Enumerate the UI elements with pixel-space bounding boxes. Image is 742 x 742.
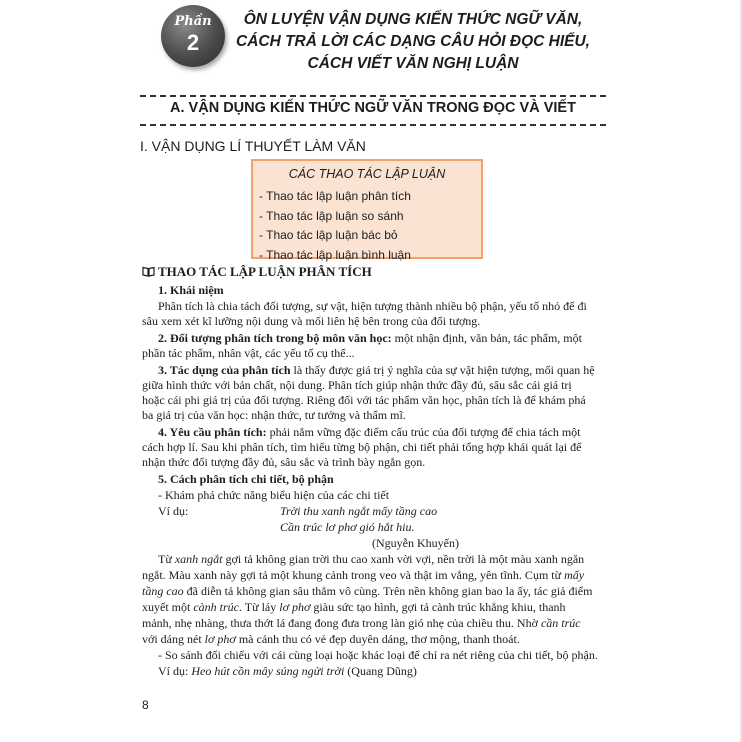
paragraph-title: 2. Đối tượng phân tích trong bộ môn văn học: — [158, 331, 392, 345]
text-span: với dáng nét — [142, 632, 205, 646]
example-label: Ví dụ: — [158, 664, 192, 678]
text-line — [158, 425, 581, 439]
text-line: ba giá trị của văn học: nhận thức, tư tưởng và thẩm mĩ. — [142, 408, 406, 422]
text-span: tầng cao — [142, 584, 184, 598]
text-line — [142, 632, 520, 646]
text-span: Heo hút cồn mây súng ngửi trời — [191, 664, 345, 678]
text-line: Phân tích là chia tách đối tượng, sự vật, hiện tượng thành nhiều bộ phận, yếu tố nhỏ để đi — [158, 299, 587, 313]
part-title-line: CÁCH TRẢ LỜI CÁC DẠNG CÂU HỎI ĐỌC HIỂU, — [236, 33, 590, 50]
text-line: nhận thức đối tượng đầy đủ, sâu sắc và trình bày ngắn gọn. — [142, 455, 426, 469]
divider — [140, 124, 606, 126]
text-line — [158, 363, 595, 377]
example-label: Ví dụ: — [158, 504, 189, 518]
text-span: mấy — [564, 568, 585, 582]
text-line: giữa hình thức với bản chất, nội dung. Phân tích giúp nhận thức đầy đủ, sâu sắc cái giá trị — [142, 378, 572, 392]
poem-line: Trời thu xanh ngắt mấy tầng cao — [280, 504, 438, 518]
text-line — [142, 568, 584, 582]
text-line — [158, 331, 582, 345]
text-span: lơ phơ — [204, 632, 236, 646]
list-item: - Thao tác lập luận bác bỏ — [259, 228, 398, 242]
text-span: mà cảnh thu có vẻ đẹp duyên dáng, thơ mộng, thanh thoát. — [235, 632, 520, 646]
poem-line: Cần trúc lơ phơ gió hắt hiu. — [280, 520, 415, 534]
text-span: xuyết một — [142, 600, 194, 614]
paragraph-title: 3. Tác dụng của phân tích — [158, 363, 291, 377]
part-badge — [161, 5, 225, 67]
text-span: phải nắm vững đặc điểm cấu trúc của đối tượng để chia tách một — [266, 425, 581, 439]
text-span: lơ phơ — [279, 600, 311, 614]
text-line — [142, 584, 592, 598]
text-span: (Quang Dũng) — [344, 664, 417, 678]
divider — [140, 95, 606, 97]
text-span: một nhận định, văn bản, tác phẩm, một — [391, 331, 582, 345]
list-item: - Thao tác lập luận so sánh — [259, 208, 404, 223]
page-number: 8 — [142, 698, 149, 712]
text-line: - So sánh đối chiếu với cái cùng loại hoặc khác loại để chỉ ra nét riêng của chi tiết, bộ phận. — [158, 648, 598, 662]
list-item: - Thao tác lập luận phân tích — [259, 189, 411, 203]
text-span: giàu sức tạo hình, gợi tả cành trúc khẳng khiu, thanh — [310, 600, 566, 614]
text-line: - Khám phá chức năng biểu hiện của các chi tiết — [158, 488, 390, 502]
paragraph-title: 5. Cách phân tích chi tiết, bộ phận — [158, 472, 334, 486]
book-icon — [142, 266, 155, 277]
text-span: cành trúc — [193, 600, 239, 614]
paragraph-title: 1. Khái niệm — [158, 283, 224, 297]
badge-number: 2 — [186, 30, 200, 55]
text-span: cần trúc — [540, 616, 581, 630]
poem-author: (Nguyễn Khuyến) — [372, 536, 459, 550]
text-span: là thấy được giá trị ý nghĩa của sự vật hiện tượng, mối quan hệ — [290, 363, 595, 377]
topic-heading-text: THAO TÁC LẬP LUẬN PHÂN TÍCH — [158, 264, 372, 279]
topic-heading — [142, 265, 372, 279]
list-item: - Thao tác lập luận bình luận — [259, 247, 411, 262]
text-span: . Từ láy — [238, 600, 280, 614]
text-span: đã diễn tả không gian sâu thẳm vô cùng. Trên nền không gian bao la ấy, tác giả điểm — [183, 584, 593, 598]
badge-word: Phần — [174, 14, 212, 29]
text-line: cách hợp lí. Sau khi phân tích, tìm hiểu từng bộ phận, chi tiết phải tổng hợp khái quát lại để — [142, 440, 582, 454]
text-line — [142, 600, 566, 614]
section-heading: A. VẬN DỤNG KIẾN THỨC NGỮ VĂN TRONG ĐỌC VÀ VIẾT — [170, 100, 576, 116]
text-span: mảnh, nhẹ nhàng, thưa thớt lá đang đong đưa trong làn gió nhẹ của chiều thu. Nhờ — [142, 616, 541, 630]
text-span: gợi tả không gian trời thu cao xanh vời vợi, nền trời là một màu xanh ngăn — [222, 552, 585, 566]
text-line — [158, 664, 417, 678]
part-title-line: ÔN LUYỆN VẬN DỤNG KIẾN THỨC NGỮ VĂN, — [243, 11, 583, 28]
part-title — [233, 9, 593, 75]
text-line — [142, 616, 581, 630]
text-span: Từ — [158, 552, 175, 566]
text-line — [158, 552, 584, 566]
text-line: phần tác phẩm, nhân vật, các yếu tố cụ thể... — [142, 346, 355, 360]
paragraph-title: 4. Yêu cầu phân tích: — [158, 425, 267, 439]
text-span: xanh ngắt — [174, 552, 223, 566]
argument-types-box — [251, 159, 483, 262]
text-line: hoặc cái phi giá trị của đối tượng. Riêng đối với tác phẩm văn học, phân tích là để khám phá — [142, 393, 586, 407]
box-title: CÁC THAO TÁC LẬP LUẬN — [288, 167, 446, 181]
subsection-heading: I. VẬN DỤNG LÍ THUYẾT LÀM VĂN — [140, 138, 366, 154]
text-span: ngắt. Màu xanh này gợi tả một khung cảnh trong veo và thật im vắng, yên tĩnh. Cụm từ — [142, 568, 565, 582]
text-line: sâu xem xét kĩ lưỡng nội dung và mối liên hệ bên trong của đối tượng. — [142, 314, 481, 328]
part-title-line: CÁCH VIẾT VĂN NGHỊ LUẬN — [307, 55, 519, 72]
box-list — [259, 187, 411, 265]
